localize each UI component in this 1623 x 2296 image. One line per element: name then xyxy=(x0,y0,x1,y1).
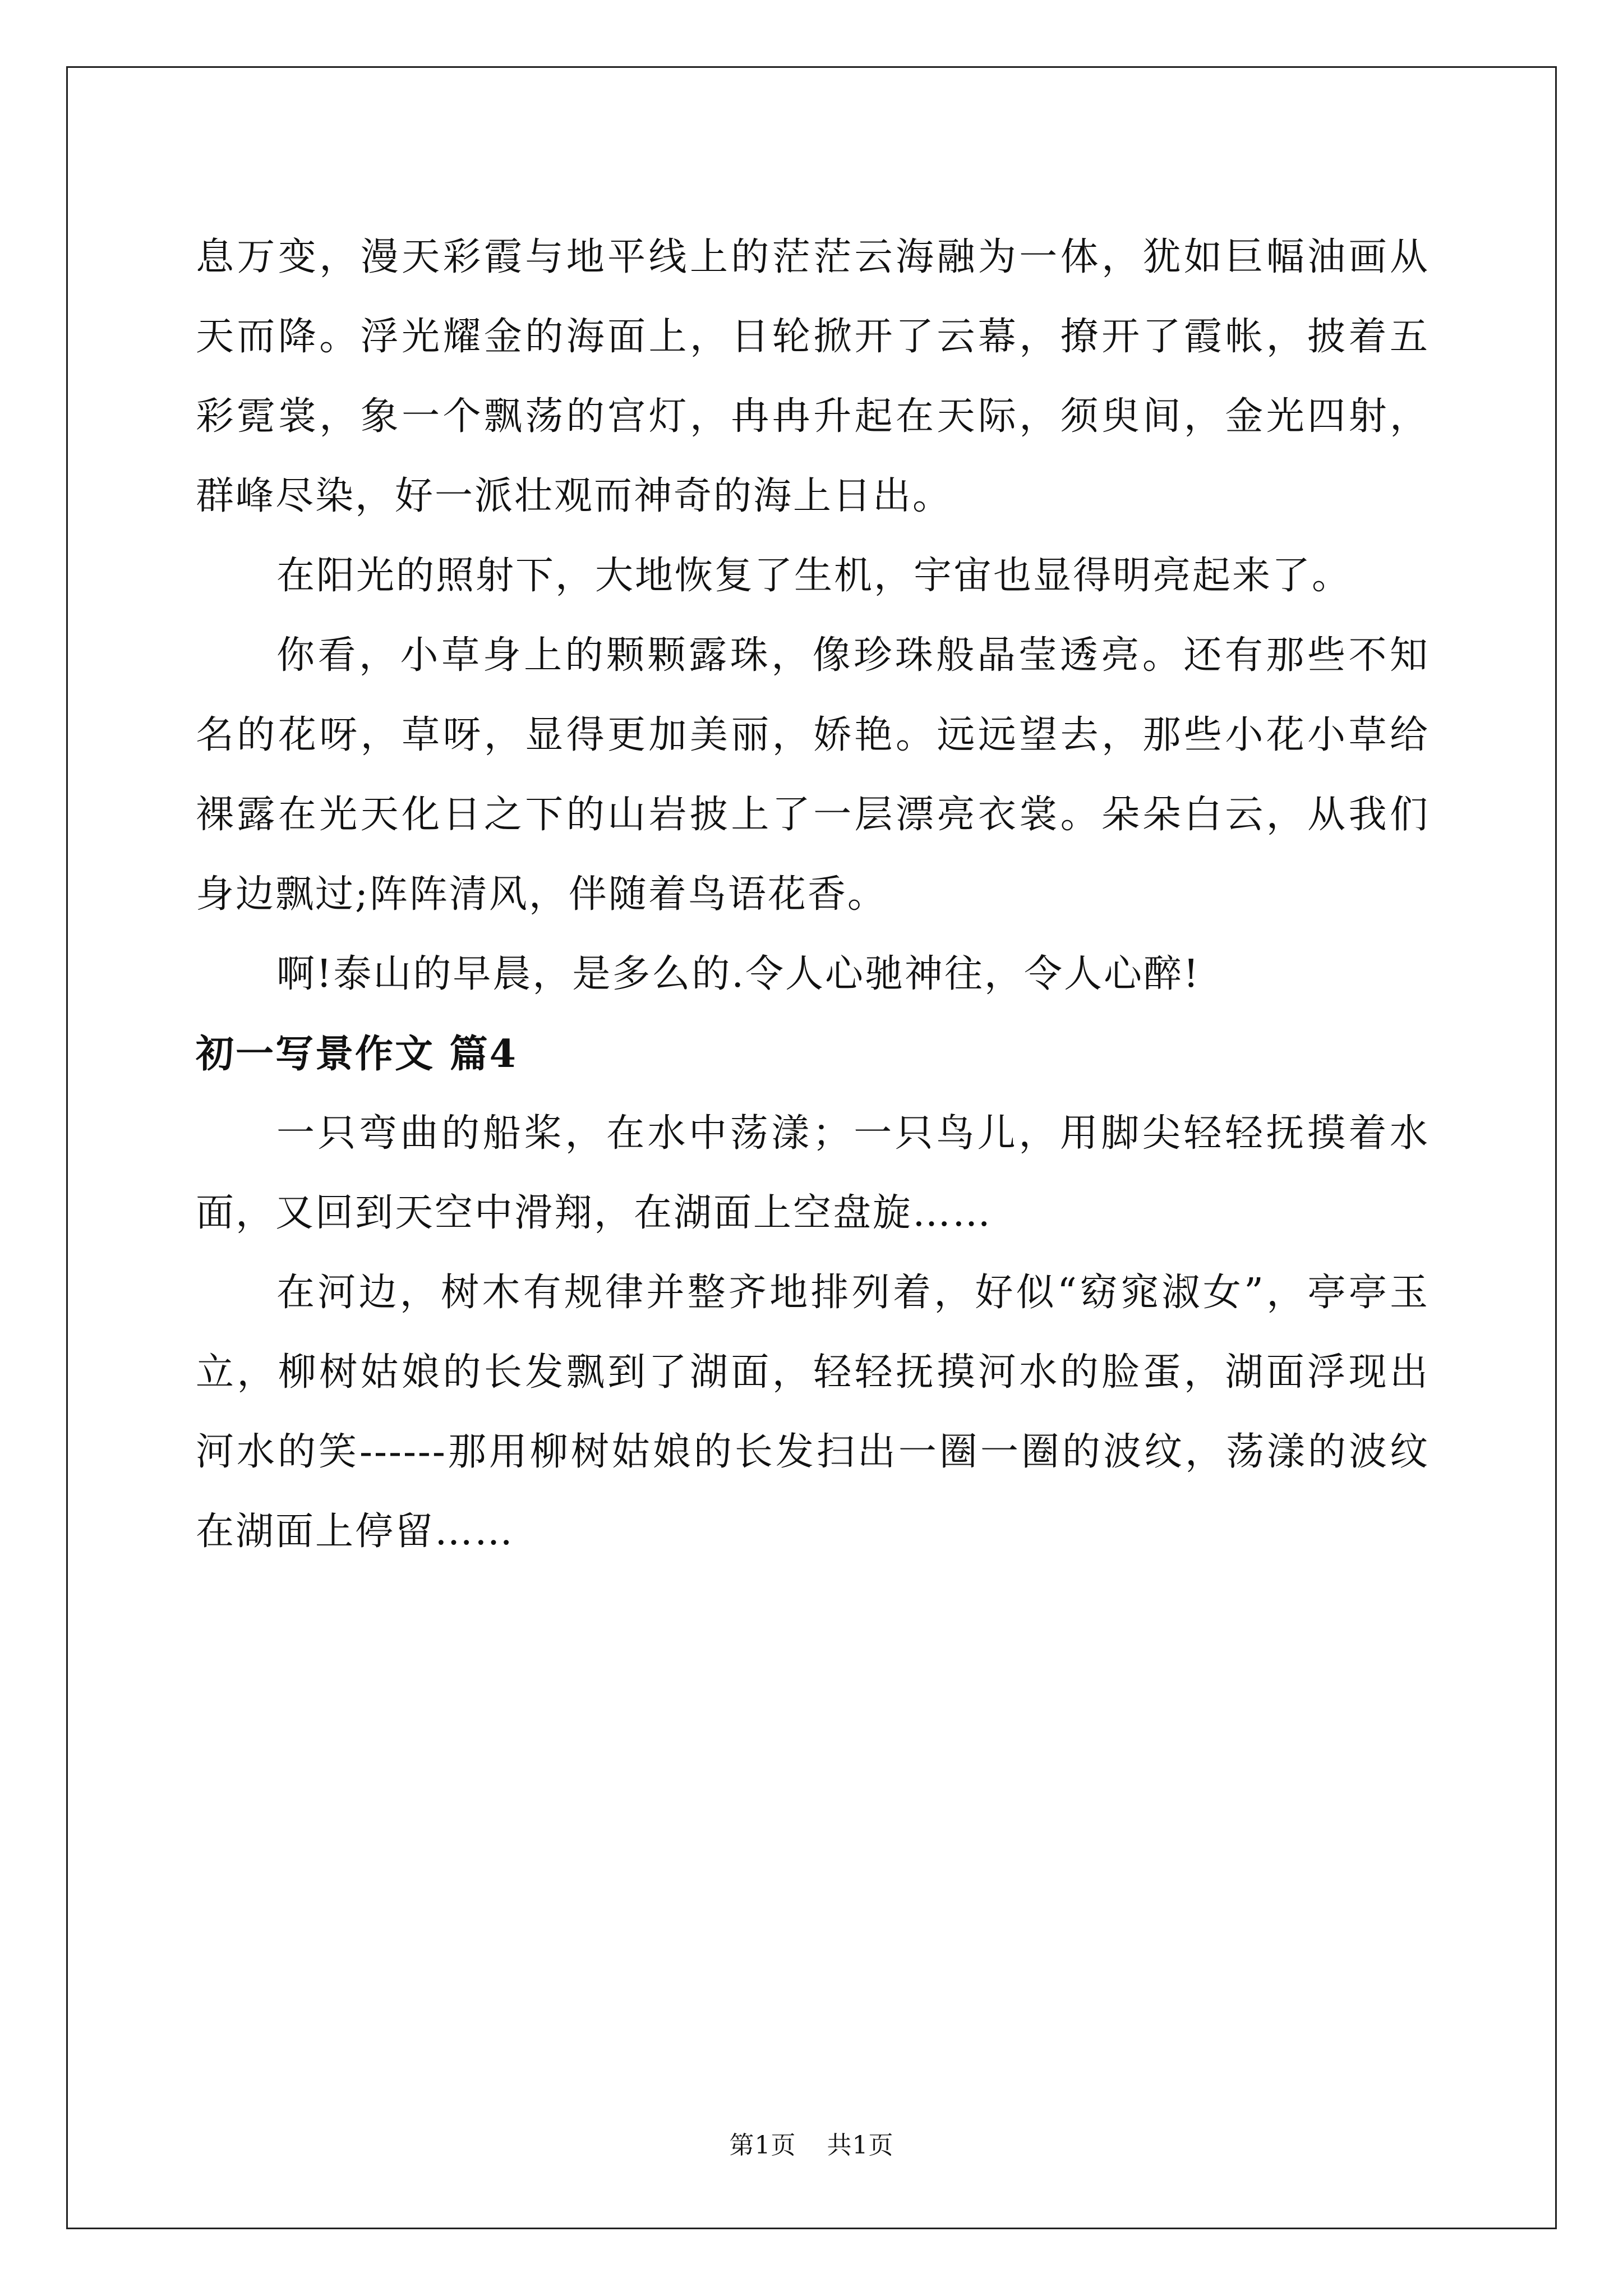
paragraph: 在河边，树木有规律并整齐地排列着，好似“窈窕淑女”，亭亭玉立，柳树姑娘的长发飘到了湖面，轻轻抚摸河水的脸蛋，湖面浮现出河水的笑------那用柳树姑娘的长发扫出一圈一圈的波纹，荡漾的波纹在湖面上停留…… xyxy=(196,1271,1430,1554)
document-body xyxy=(196,218,1430,1572)
page-total: 共1页 xyxy=(827,2131,894,2160)
section-heading: 初一写景作文 篇4 xyxy=(196,1032,518,1076)
paragraph: 你看，小草身上的颗颗露珠，像珍珠般晶莹透亮。还有那些不知名的花呀，草呀，显得更加美丽，娇艳。远远望去，那些小花小草给裸露在光天化日之下的山岩披上了一层漂亮衣裳。朵朵白云，从我们身边飘过;阵阵清风，伴随着鸟语花香。 xyxy=(196,633,1430,917)
paragraph: 在阳光的照射下，大地恢复了生机，宇宙也显得明亮起来了。 xyxy=(276,554,1352,598)
page-number: 第1页 xyxy=(729,2131,796,2160)
paragraph: 息万变，漫天彩霞与地平线上的茫茫云海融为一体，犹如巨幅油画从天而降。浮光耀金的海面上，日轮掀开了云幕，撩开了霞帐，披着五彩霓裳，象一个飘荡的宫灯，冉冉升起在天际，须臾间，金光四射，群峰尽染，好一派壮观而神奇的海上日出。 xyxy=(196,235,1430,518)
paragraph: 啊!泰山的早晨，是多么的.令人心驰神往，令人心醉! xyxy=(276,952,1201,996)
page-footer xyxy=(0,2125,1623,2161)
paragraph: 一只弯曲的船桨，在水中荡漾；一只鸟儿，用脚尖轻轻抚摸着水面，又回到天空中滑翔，在湖面上空盘旋…… xyxy=(196,1111,1430,1235)
